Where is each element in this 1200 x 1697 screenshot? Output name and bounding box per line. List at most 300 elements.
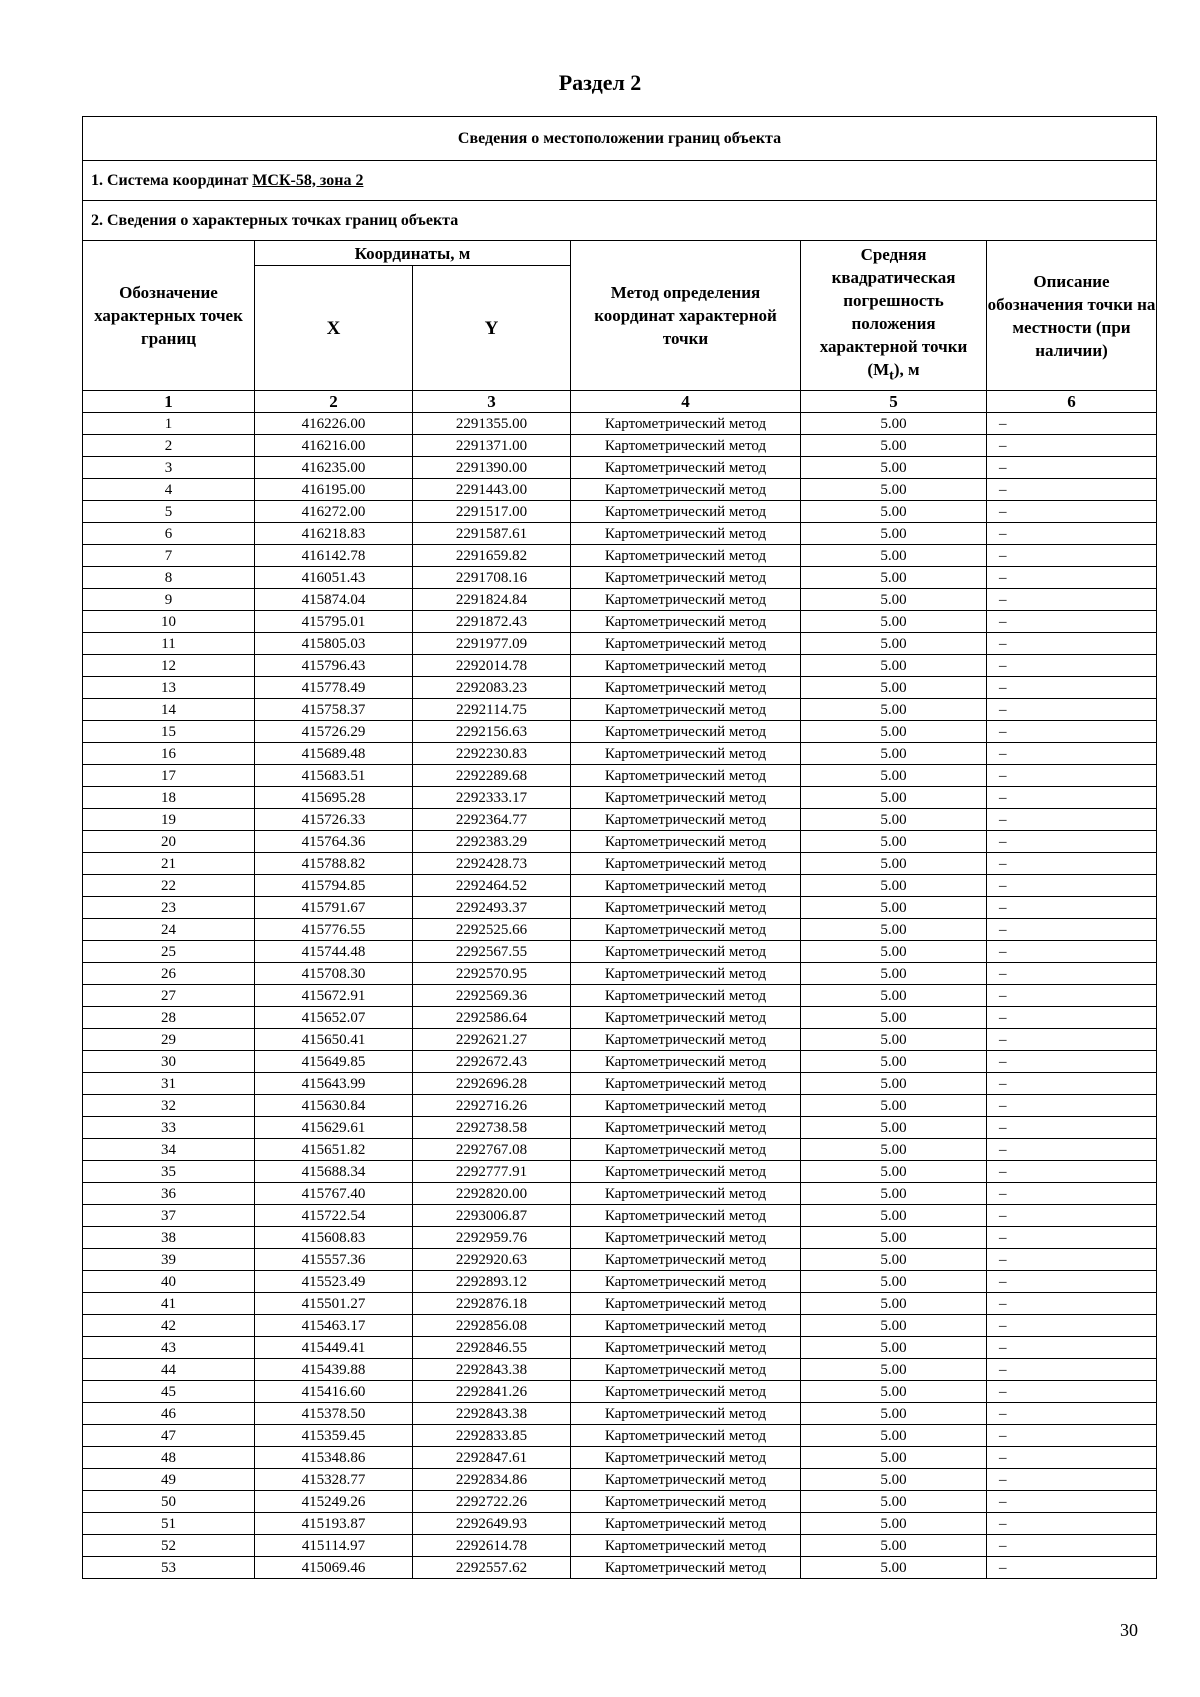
point-id-cell: 35 — [83, 1161, 255, 1183]
table-row — [83, 1557, 1157, 1579]
y-cell: 2292364.77 — [413, 809, 571, 831]
method-cell: Картометрический метод — [571, 1403, 801, 1425]
description-cell: – — [987, 633, 1157, 655]
method-cell: Картометрический метод — [571, 589, 801, 611]
x-cell: 415557.36 — [255, 1249, 413, 1271]
error-cell: 5.00 — [801, 1381, 987, 1403]
method-cell: Картометрический метод — [571, 897, 801, 919]
x-cell: 415650.41 — [255, 1029, 413, 1051]
header-point-designation: Обозначение характерных точек границ — [83, 241, 255, 391]
description-cell: – — [987, 699, 1157, 721]
y-cell: 2292876.18 — [413, 1293, 571, 1315]
error-cell: 5.00 — [801, 1293, 987, 1315]
method-cell: Картометрический метод — [571, 501, 801, 523]
error-cell: 5.00 — [801, 435, 987, 457]
x-cell: 415796.43 — [255, 655, 413, 677]
method-cell: Картометрический метод — [571, 853, 801, 875]
error-cell: 5.00 — [801, 1359, 987, 1381]
method-cell: Картометрический метод — [571, 545, 801, 567]
point-id-cell: 25 — [83, 941, 255, 963]
table-row — [83, 677, 1157, 699]
method-cell: Картометрический метод — [571, 1557, 801, 1579]
point-id-cell: 41 — [83, 1293, 255, 1315]
point-id-cell: 47 — [83, 1425, 255, 1447]
x-cell: 415778.49 — [255, 677, 413, 699]
y-cell: 2291443.00 — [413, 479, 571, 501]
method-cell: Картометрический метод — [571, 1447, 801, 1469]
table-row — [83, 941, 1157, 963]
x-cell: 415744.48 — [255, 941, 413, 963]
description-cell: – — [987, 479, 1157, 501]
point-id-cell: 19 — [83, 809, 255, 831]
error-cell: 5.00 — [801, 501, 987, 523]
method-cell: Картометрический метод — [571, 1007, 801, 1029]
x-cell: 415630.84 — [255, 1095, 413, 1117]
x-cell: 415695.28 — [255, 787, 413, 809]
page-number: 30 — [1120, 1620, 1138, 1640]
point-id-cell: 15 — [83, 721, 255, 743]
error-cell: 5.00 — [801, 809, 987, 831]
method-cell: Картометрический метод — [571, 1051, 801, 1073]
point-id-cell: 1 — [83, 413, 255, 435]
method-cell: Картометрический метод — [571, 435, 801, 457]
table-row — [83, 1513, 1157, 1535]
table-row — [83, 611, 1157, 633]
method-cell: Картометрический метод — [571, 677, 801, 699]
table-row — [83, 721, 1157, 743]
error-cell: 5.00 — [801, 1271, 987, 1293]
point-id-cell: 53 — [83, 1557, 255, 1579]
coordinate-system — [83, 161, 1157, 201]
y-cell: 2291371.00 — [413, 435, 571, 457]
points-heading: 2. Сведения о характерных точках границ объекта — [83, 201, 1157, 241]
table-row — [83, 1051, 1157, 1073]
y-cell: 2292289.68 — [413, 765, 571, 787]
y-cell: 2292014.78 — [413, 655, 571, 677]
x-cell: 415359.45 — [255, 1425, 413, 1447]
description-cell: – — [987, 1271, 1157, 1293]
description-cell: – — [987, 1007, 1157, 1029]
method-cell: Картометрический метод — [571, 963, 801, 985]
x-cell: 415672.91 — [255, 985, 413, 1007]
y-cell: 2292847.61 — [413, 1447, 571, 1469]
method-cell: Картометрический метод — [571, 1469, 801, 1491]
method-cell: Картометрический метод — [571, 567, 801, 589]
table-row — [83, 1315, 1157, 1337]
coordinate-system-prefix: 1. Система координат — [91, 171, 249, 189]
x-cell: 415795.01 — [255, 611, 413, 633]
table-row — [83, 1073, 1157, 1095]
x-cell: 416051.43 — [255, 567, 413, 589]
x-cell: 415683.51 — [255, 765, 413, 787]
x-cell: 416235.00 — [255, 457, 413, 479]
y-cell: 2291977.09 — [413, 633, 571, 655]
x-cell: 415788.82 — [255, 853, 413, 875]
x-cell: 415767.40 — [255, 1183, 413, 1205]
error-cell: 5.00 — [801, 479, 987, 501]
description-cell: – — [987, 1425, 1157, 1447]
header-y: Y — [413, 266, 571, 391]
x-cell: 415608.83 — [255, 1227, 413, 1249]
x-cell: 415649.85 — [255, 1051, 413, 1073]
error-cell: 5.00 — [801, 787, 987, 809]
y-cell: 2292525.66 — [413, 919, 571, 941]
method-cell: Картометрический метод — [571, 1161, 801, 1183]
error-cell: 5.00 — [801, 1051, 987, 1073]
description-cell: – — [987, 1315, 1157, 1337]
table-row — [83, 1271, 1157, 1293]
point-id-cell: 11 — [83, 633, 255, 655]
method-cell: Картометрический метод — [571, 765, 801, 787]
table-row — [83, 853, 1157, 875]
error-cell: 5.00 — [801, 1073, 987, 1095]
error-cell: 5.00 — [801, 1095, 987, 1117]
error-cell: 5.00 — [801, 941, 987, 963]
description-cell: – — [987, 1447, 1157, 1469]
coordinate-system-value: МСК-58, зона 2 — [252, 171, 364, 189]
column-number: 5 — [801, 391, 987, 413]
table-row — [83, 1381, 1157, 1403]
y-cell: 2292621.27 — [413, 1029, 571, 1051]
header-description: Описание обозначения точки на местности (при наличии) — [987, 241, 1157, 391]
method-cell: Картометрический метод — [571, 1249, 801, 1271]
point-id-cell: 27 — [83, 985, 255, 1007]
y-cell: 2291517.00 — [413, 501, 571, 523]
point-id-cell: 22 — [83, 875, 255, 897]
table-row — [83, 457, 1157, 479]
x-cell: 415689.48 — [255, 743, 413, 765]
error-cell: 5.00 — [801, 655, 987, 677]
method-cell: Картометрический метод — [571, 413, 801, 435]
y-cell: 2292464.52 — [413, 875, 571, 897]
description-cell: – — [987, 677, 1157, 699]
error-cell: 5.00 — [801, 1161, 987, 1183]
description-cell: – — [987, 743, 1157, 765]
table-row — [83, 919, 1157, 941]
table-row — [83, 1205, 1157, 1227]
point-id-cell: 20 — [83, 831, 255, 853]
table-row — [83, 875, 1157, 897]
column-number: 3 — [413, 391, 571, 413]
point-id-cell: 4 — [83, 479, 255, 501]
y-cell: 2292843.38 — [413, 1359, 571, 1381]
x-cell: 415629.61 — [255, 1117, 413, 1139]
table-row — [83, 1447, 1157, 1469]
error-cell: 5.00 — [801, 1139, 987, 1161]
y-cell: 2292156.63 — [413, 721, 571, 743]
point-id-cell: 51 — [83, 1513, 255, 1535]
method-cell: Картометрический метод — [571, 523, 801, 545]
table-row — [83, 831, 1157, 853]
point-id-cell: 32 — [83, 1095, 255, 1117]
method-cell: Картометрический метод — [571, 941, 801, 963]
method-cell: Картометрический метод — [571, 1205, 801, 1227]
description-cell: – — [987, 655, 1157, 677]
table-row — [83, 1403, 1157, 1425]
error-cell: 5.00 — [801, 567, 987, 589]
x-cell: 415378.50 — [255, 1403, 413, 1425]
point-id-cell: 42 — [83, 1315, 255, 1337]
method-cell: Картометрический метод — [571, 985, 801, 1007]
x-cell: 415193.87 — [255, 1513, 413, 1535]
error-cell: 5.00 — [801, 699, 987, 721]
method-cell: Картометрический метод — [571, 919, 801, 941]
point-id-cell: 39 — [83, 1249, 255, 1271]
table-row — [83, 1425, 1157, 1447]
point-id-cell: 48 — [83, 1447, 255, 1469]
x-cell: 415501.27 — [255, 1293, 413, 1315]
header-coordinates: Координаты, м — [255, 241, 571, 266]
table-row — [83, 1117, 1157, 1139]
point-id-cell: 33 — [83, 1117, 255, 1139]
x-cell: 416272.00 — [255, 501, 413, 523]
description-cell: – — [987, 1381, 1157, 1403]
y-cell: 2292777.91 — [413, 1161, 571, 1183]
error-cell: 5.00 — [801, 611, 987, 633]
table-row — [83, 523, 1157, 545]
description-cell: – — [987, 1293, 1157, 1315]
x-cell: 415328.77 — [255, 1469, 413, 1491]
error-cell: 5.00 — [801, 963, 987, 985]
y-cell: 2292567.55 — [413, 941, 571, 963]
method-cell: Картометрический метод — [571, 1293, 801, 1315]
x-cell: 415652.07 — [255, 1007, 413, 1029]
x-cell: 415449.41 — [255, 1337, 413, 1359]
method-cell: Картометрический метод — [571, 1095, 801, 1117]
x-cell: 415643.99 — [255, 1073, 413, 1095]
table-row — [83, 963, 1157, 985]
point-id-cell: 16 — [83, 743, 255, 765]
method-cell: Картометрический метод — [571, 1183, 801, 1205]
y-cell: 2292846.55 — [413, 1337, 571, 1359]
description-cell: – — [987, 1491, 1157, 1513]
x-cell: 415439.88 — [255, 1359, 413, 1381]
description-cell: – — [987, 875, 1157, 897]
method-cell: Картометрический метод — [571, 633, 801, 655]
error-cell: 5.00 — [801, 985, 987, 1007]
point-id-cell: 29 — [83, 1029, 255, 1051]
error-cell: 5.00 — [801, 589, 987, 611]
y-cell: 2292649.93 — [413, 1513, 571, 1535]
table-row — [83, 1029, 1157, 1051]
error-cell: 5.00 — [801, 523, 987, 545]
y-cell: 2292920.63 — [413, 1249, 571, 1271]
description-cell: – — [987, 1403, 1157, 1425]
method-cell: Картометрический метод — [571, 1117, 801, 1139]
x-cell: 415776.55 — [255, 919, 413, 941]
description-cell: – — [987, 1029, 1157, 1051]
table-row — [83, 1139, 1157, 1161]
error-cell: 5.00 — [801, 1227, 987, 1249]
table-row — [83, 1007, 1157, 1029]
header-x: X — [255, 266, 413, 391]
point-id-cell: 9 — [83, 589, 255, 611]
error-cell: 5.00 — [801, 1205, 987, 1227]
y-cell: 2292820.00 — [413, 1183, 571, 1205]
y-cell: 2292428.73 — [413, 853, 571, 875]
description-cell: – — [987, 1513, 1157, 1535]
x-cell: 415726.33 — [255, 809, 413, 831]
description-cell: – — [987, 501, 1157, 523]
description-cell: – — [987, 809, 1157, 831]
point-id-cell: 38 — [83, 1227, 255, 1249]
point-id-cell: 14 — [83, 699, 255, 721]
method-cell: Картометрический метод — [571, 1513, 801, 1535]
method-cell: Картометрический метод — [571, 743, 801, 765]
description-cell: – — [987, 1227, 1157, 1249]
description-cell: – — [987, 1139, 1157, 1161]
error-cell: 5.00 — [801, 853, 987, 875]
description-cell: – — [987, 611, 1157, 633]
x-cell: 415726.29 — [255, 721, 413, 743]
y-cell: 2291872.43 — [413, 611, 571, 633]
method-cell: Картометрический метод — [571, 809, 801, 831]
y-cell: 2292569.36 — [413, 985, 571, 1007]
x-cell: 415463.17 — [255, 1315, 413, 1337]
y-cell: 2292083.23 — [413, 677, 571, 699]
table-row — [83, 479, 1157, 501]
error-cell: 5.00 — [801, 1557, 987, 1579]
error-cell: 5.00 — [801, 1315, 987, 1337]
description-cell: – — [987, 567, 1157, 589]
y-cell: 2291708.16 — [413, 567, 571, 589]
description-cell: – — [987, 985, 1157, 1007]
method-cell: Картометрический метод — [571, 875, 801, 897]
y-cell: 2293006.87 — [413, 1205, 571, 1227]
table-row — [83, 743, 1157, 765]
method-cell: Картометрический метод — [571, 611, 801, 633]
error-cell: 5.00 — [801, 1007, 987, 1029]
description-cell: – — [987, 963, 1157, 985]
x-cell: 415794.85 — [255, 875, 413, 897]
point-id-cell: 13 — [83, 677, 255, 699]
method-cell: Картометрический метод — [571, 699, 801, 721]
table-row — [83, 1249, 1157, 1271]
point-id-cell: 43 — [83, 1337, 255, 1359]
error-cell: 5.00 — [801, 1183, 987, 1205]
x-cell: 416218.83 — [255, 523, 413, 545]
point-id-cell: 45 — [83, 1381, 255, 1403]
y-cell: 2291824.84 — [413, 589, 571, 611]
table-row — [83, 897, 1157, 919]
table-row — [83, 765, 1157, 787]
error-cell: 5.00 — [801, 1447, 987, 1469]
error-cell: 5.00 — [801, 545, 987, 567]
x-cell: 415805.03 — [255, 633, 413, 655]
y-cell: 2292893.12 — [413, 1271, 571, 1293]
error-cell: 5.00 — [801, 743, 987, 765]
description-cell: – — [987, 457, 1157, 479]
table-row — [83, 413, 1157, 435]
method-cell: Картометрический метод — [571, 787, 801, 809]
x-cell: 415651.82 — [255, 1139, 413, 1161]
error-cell: 5.00 — [801, 413, 987, 435]
column-number: 6 — [987, 391, 1157, 413]
description-cell: – — [987, 1205, 1157, 1227]
point-id-cell: 10 — [83, 611, 255, 633]
table-row — [83, 985, 1157, 1007]
y-cell: 2292570.95 — [413, 963, 571, 985]
method-cell: Картометрический метод — [571, 1381, 801, 1403]
table-title: Сведения о местоположении границ объекта — [83, 117, 1157, 161]
method-cell: Картометрический метод — [571, 1271, 801, 1293]
table-row — [83, 501, 1157, 523]
x-cell: 415764.36 — [255, 831, 413, 853]
y-cell: 2292614.78 — [413, 1535, 571, 1557]
table-row — [83, 589, 1157, 611]
table-row — [83, 1337, 1157, 1359]
method-cell: Картометрический метод — [571, 1139, 801, 1161]
method-cell: Картометрический метод — [571, 1491, 801, 1513]
column-number: 1 — [83, 391, 255, 413]
x-cell: 415791.67 — [255, 897, 413, 919]
method-cell: Картометрический метод — [571, 655, 801, 677]
point-id-cell: 28 — [83, 1007, 255, 1029]
method-cell: Картометрический метод — [571, 1073, 801, 1095]
x-cell: 415722.54 — [255, 1205, 413, 1227]
point-id-cell: 3 — [83, 457, 255, 479]
error-cell: 5.00 — [801, 1249, 987, 1271]
x-cell: 415416.60 — [255, 1381, 413, 1403]
header-method: Метод определения координат характерной точки — [571, 241, 801, 391]
x-cell: 416226.00 — [255, 413, 413, 435]
point-id-cell: 8 — [83, 567, 255, 589]
y-cell: 2291390.00 — [413, 457, 571, 479]
error-cell: 5.00 — [801, 457, 987, 479]
description-cell: – — [987, 853, 1157, 875]
description-cell: – — [987, 1051, 1157, 1073]
point-id-cell: 37 — [83, 1205, 255, 1227]
error-cell: 5.00 — [801, 1535, 987, 1557]
method-cell: Картометрический метод — [571, 1315, 801, 1337]
header-error: Средняя квадратическая погрешность положения характерной точки $(M_t)$, м — [801, 241, 987, 391]
error-cell: 5.00 — [801, 1337, 987, 1359]
y-cell: 2292856.08 — [413, 1315, 571, 1337]
x-cell: 415249.26 — [255, 1491, 413, 1513]
y-cell: 2292114.75 — [413, 699, 571, 721]
description-cell: – — [987, 435, 1157, 457]
method-cell: Картометрический метод — [571, 831, 801, 853]
error-cell: 5.00 — [801, 1425, 987, 1447]
point-id-cell: 40 — [83, 1271, 255, 1293]
y-cell: 2292493.37 — [413, 897, 571, 919]
description-cell: – — [987, 1161, 1157, 1183]
point-id-cell: 31 — [83, 1073, 255, 1095]
point-id-cell: 23 — [83, 897, 255, 919]
x-cell: 415688.34 — [255, 1161, 413, 1183]
y-cell: 2292834.86 — [413, 1469, 571, 1491]
description-cell: – — [987, 1557, 1157, 1579]
point-id-cell: 26 — [83, 963, 255, 985]
point-id-cell: 52 — [83, 1535, 255, 1557]
method-cell: Картометрический метод — [571, 1227, 801, 1249]
point-id-cell: 18 — [83, 787, 255, 809]
y-cell: 2291587.61 — [413, 523, 571, 545]
error-cell: 5.00 — [801, 765, 987, 787]
y-cell: 2292833.85 — [413, 1425, 571, 1447]
method-cell: Картометрический метод — [571, 1029, 801, 1051]
y-cell: 2292767.08 — [413, 1139, 571, 1161]
table-row — [83, 1469, 1157, 1491]
y-cell: 2292843.38 — [413, 1403, 571, 1425]
error-cell: 5.00 — [801, 875, 987, 897]
error-cell: 5.00 — [801, 1029, 987, 1051]
method-cell: Картометрический метод — [571, 1359, 801, 1381]
subscript: t — [889, 367, 894, 384]
description-cell: – — [987, 721, 1157, 743]
point-id-cell: 50 — [83, 1491, 255, 1513]
point-id-cell: 24 — [83, 919, 255, 941]
